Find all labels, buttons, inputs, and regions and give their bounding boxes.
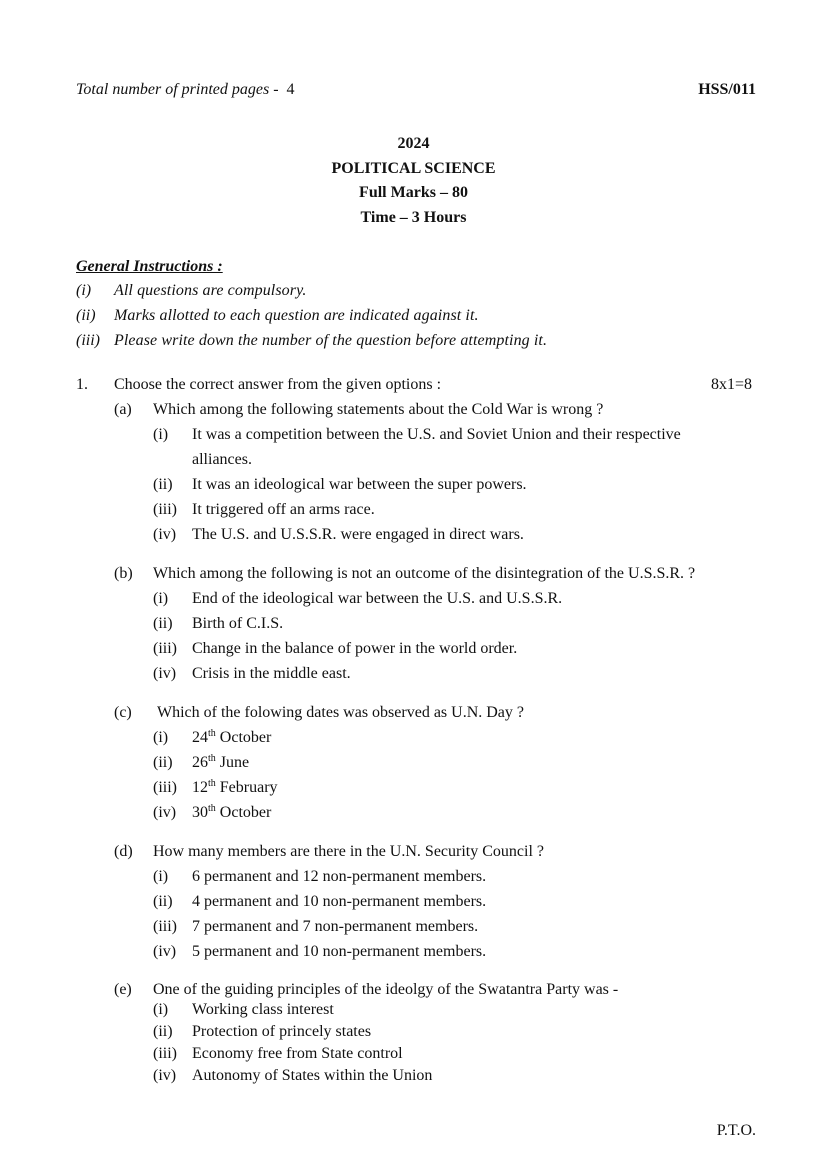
part-question: Which among the following is not an outcome of the disintegration of the U.S.S.R. ? <box>153 565 696 582</box>
option-text: 5 permanent and 10 non-permanent members. <box>192 943 487 960</box>
part-label: (e) <box>114 981 132 998</box>
option-text: 6 permanent and 12 non-permanent members. <box>192 868 487 885</box>
subject-title: POLITICAL SCIENCE <box>331 160 496 177</box>
option-num: (iv) <box>153 1067 177 1084</box>
option-text: 4 permanent and 10 non-permanent members. <box>192 893 487 910</box>
option-num: (ii) <box>153 754 173 771</box>
option-num: (i) <box>153 590 169 607</box>
instruction-num: (i) <box>76 282 92 299</box>
part-label: (a) <box>114 401 132 418</box>
option-date <box>192 754 249 772</box>
option-num: (iii) <box>153 501 177 518</box>
date-month: February <box>219 779 278 796</box>
part-question: How many members are there in the U.N. Security Council ? <box>153 843 544 860</box>
date-suffix: th <box>208 728 216 739</box>
option-date <box>192 804 271 822</box>
option-num: (iii) <box>153 640 177 657</box>
part-question: Which of the folowing dates was observed as U.N. Day ? <box>157 704 525 721</box>
instruction-text: All questions are compulsory. <box>114 282 307 299</box>
part-label: (c) <box>114 704 132 721</box>
option-num: (iv) <box>153 943 177 960</box>
option-text: Economy free from State control <box>192 1045 403 1062</box>
option-text: 7 permanent and 7 non-permanent members. <box>192 918 479 935</box>
option-num: (iii) <box>153 918 177 935</box>
question-prompt: Choose the correct answer from the given options : <box>114 376 442 393</box>
option-date <box>192 779 278 797</box>
date-suffix: th <box>208 753 216 764</box>
date-suffix: th <box>208 778 216 789</box>
pages-label-text: Total number of printed pages - <box>76 81 279 98</box>
date-month: June <box>219 754 250 771</box>
option-num: (ii) <box>153 893 173 910</box>
option-text: Working class interest <box>192 1001 334 1018</box>
part-question: Which among the following statements about the Cold War is wrong ? <box>153 401 604 418</box>
printed-pages-label <box>76 81 295 99</box>
option-text-continued: alliances. <box>192 451 252 468</box>
date-day: 26 <box>192 754 208 771</box>
date-month: October <box>219 804 272 821</box>
option-text: Change in the balance of power in the world order. <box>192 640 518 657</box>
instruction-text: Please write down the number of the question before attempting it. <box>114 332 548 349</box>
instructions-heading: General Instructions : <box>76 258 223 275</box>
option-num: (iii) <box>153 1045 177 1062</box>
part-label: (d) <box>114 843 133 860</box>
option-text: The U.S. and U.S.S.R. were engaged in direct wars. <box>192 526 524 543</box>
option-num: (ii) <box>153 476 173 493</box>
instruction-num: (ii) <box>76 307 96 324</box>
date-day: 12 <box>192 779 208 796</box>
question-number: 1. <box>76 376 88 393</box>
option-num: (i) <box>153 729 169 746</box>
date-suffix: th <box>208 803 216 814</box>
option-text: Birth of C.I.S. <box>192 615 284 632</box>
instruction-text: Marks allotted to each question are indicated against it. <box>114 307 479 324</box>
option-num: (iv) <box>153 526 177 543</box>
option-num: (iv) <box>153 665 177 682</box>
option-num: (i) <box>153 426 169 443</box>
option-text: It triggered off an arms race. <box>192 501 375 518</box>
time-allowed: Time – 3 Hours <box>360 209 467 226</box>
option-text: Autonomy of States within the Union <box>192 1067 433 1084</box>
instruction-num: (iii) <box>76 332 100 349</box>
date-day: 30 <box>192 804 208 821</box>
option-date <box>192 729 271 747</box>
option-text: End of the ideological war between the U.S. and U.S.S.R. <box>192 590 563 607</box>
option-text: Protection of princely states <box>192 1023 372 1040</box>
date-month: October <box>219 729 272 746</box>
paper-code: HSS/011 <box>698 81 756 98</box>
pto-note: P.T.O. <box>716 1122 756 1139</box>
option-num: (iii) <box>153 779 177 796</box>
pages-count: 4 <box>286 81 295 98</box>
option-num: (i) <box>153 1001 169 1018</box>
option-num: (iv) <box>153 804 177 821</box>
exam-year: 2024 <box>397 135 430 152</box>
option-num: (ii) <box>153 1023 173 1040</box>
part-question: One of the guiding principles of the ideolgy of the Swatantra Party was - <box>153 981 619 998</box>
option-text: It was a competition between the U.S. and Soviet Union and their respective <box>192 426 681 443</box>
option-num: (i) <box>153 868 169 885</box>
date-day: 24 <box>192 729 208 746</box>
full-marks: Full Marks – 80 <box>359 184 468 201</box>
question-marks: 8x1=8 <box>710 376 752 393</box>
option-num: (ii) <box>153 615 173 632</box>
part-label: (b) <box>114 565 133 582</box>
option-text: Crisis in the middle east. <box>192 665 351 682</box>
option-text: It was an ideological war between the super powers. <box>192 476 527 493</box>
